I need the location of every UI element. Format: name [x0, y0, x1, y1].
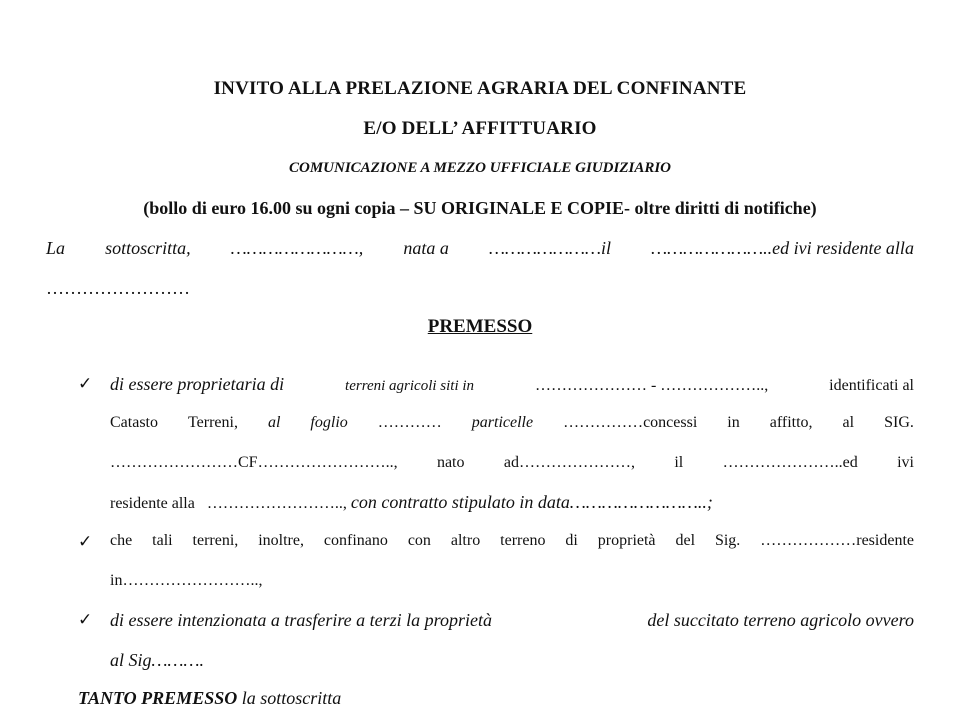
document-title-line-1: INVITO ALLA PRELAZIONE AGRARIA DEL CONFINANTE [213, 78, 747, 99]
item-text: confinano [323, 532, 388, 549]
item-text: affitto, [769, 414, 813, 431]
checkmark-icon: ✓ [78, 374, 93, 393]
document-subtitle: COMUNICAZIONE A MEZZO UFFICIALE GIUDIZIARIO [288, 160, 672, 176]
item-text: proprietà [597, 532, 656, 549]
item-text: altro [450, 532, 481, 549]
document-title-line-2: E/O DELL’ AFFITTUARIO [363, 118, 597, 139]
item-text: residente alla [110, 495, 195, 512]
item-2-line-2: in…………………….., [110, 572, 263, 589]
item-blank: ……………………CF…………………….., [110, 454, 398, 471]
closing-line [78, 688, 341, 709]
item-text: del succitato terreno agricolo ovvero [647, 610, 914, 630]
item-text: tali [152, 532, 173, 549]
item-text: di [565, 532, 578, 549]
intro-blank-residence: …………………..ed ivi residente alla [651, 238, 914, 258]
item-text: SIG. [884, 414, 914, 431]
item-text: del [675, 532, 696, 549]
item-text: in [727, 414, 740, 431]
stamp-duty-note: (bollo di euro 16.00 su ogni copia – SU ORIGINALE E COPIE- oltre diritti di notifiche) [143, 198, 817, 218]
item-text: Catasto [110, 414, 158, 431]
intro-line-2: …………………… [46, 278, 190, 298]
item-text: al [842, 414, 855, 431]
item-1-line-1 [110, 374, 914, 395]
item-blank: ad…………………, [503, 454, 635, 471]
item-blank: ………………… - ……………….., [534, 377, 769, 394]
item-text: al [267, 414, 281, 431]
premesso-heading: PREMESSO [427, 316, 533, 337]
item-1-line-4 [110, 492, 713, 513]
intro-blank-birthplace: …………………il [488, 238, 612, 258]
item-1-line-2 [110, 414, 914, 432]
item-text: Terreni, [188, 414, 238, 431]
item-text: nato [436, 454, 465, 471]
item-text: che [110, 532, 133, 549]
item-blank: ………… [377, 414, 442, 431]
item-text: inoltre, [258, 532, 304, 549]
item-text: il [674, 454, 684, 471]
intro-word: nata a [403, 238, 449, 258]
item-blank: …………………….., [206, 495, 347, 512]
item-text: terreni agricoli siti in [345, 378, 475, 394]
item-text: identificati al [829, 377, 914, 394]
item-text: Sig. [714, 532, 741, 549]
intro-word: La [46, 238, 66, 258]
item-blank: ……………concessi [563, 414, 698, 431]
item-blank: ………………residente [760, 532, 914, 549]
item-text: con [407, 532, 431, 549]
item-3-line-2: al Sig………. [110, 650, 205, 670]
checkmark-icon: ✓ [78, 532, 93, 551]
closing-rest: la sottoscritta [237, 688, 342, 708]
item-text: terreni, [192, 532, 239, 549]
item-2-line-1 [110, 532, 914, 550]
item-text: di essere intenzionata a trasferire a terzi la proprietà [110, 610, 492, 630]
item-text: di essere proprietaria di [110, 374, 285, 394]
item-3-line-1 [110, 610, 914, 631]
item-text: terreno [500, 532, 546, 549]
intro-blank-name: ……………………, [230, 238, 364, 258]
intro-word: sottoscritta, [105, 238, 191, 258]
item-blank: …………………..ed [722, 454, 858, 471]
item-text: particelle [471, 414, 534, 431]
item-text: con contratto stipulato in data……………………..; [350, 492, 713, 512]
intro-line [46, 238, 914, 259]
item-1-line-3 [110, 454, 914, 472]
item-text: foglio [310, 414, 348, 431]
closing-bold: TANTO PREMESSO [78, 688, 238, 708]
checkmark-icon: ✓ [78, 610, 93, 629]
item-text: ivi [897, 454, 914, 471]
